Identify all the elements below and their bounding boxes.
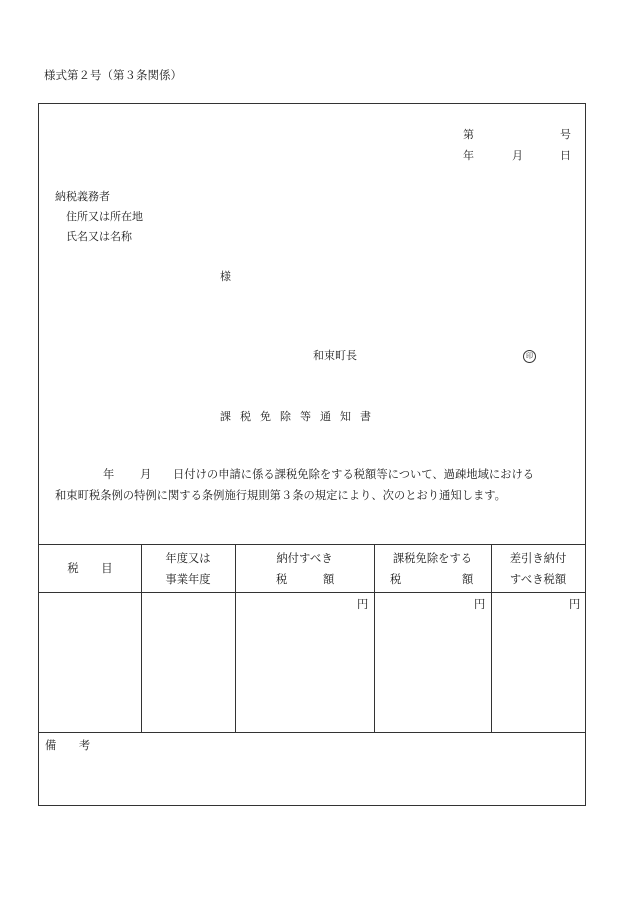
body-line-1: 日付けの申請に係る課税免除をする税額等について、過疎地域における [173,468,535,481]
seal-mark [523,348,536,363]
table-bottom-rule [39,732,585,733]
honorific: 様 [220,270,231,283]
body-year: 年 [103,468,115,481]
address-label: 住所又は所在地 [66,210,143,223]
header-exempt-1: 課税免除をする [392,552,473,565]
header-fiscal-year-1: 年度又は [165,552,211,565]
form-number: 様式第２号（第３条関係） [44,68,182,82]
date-year: 年 [463,149,474,162]
taxpayer-label: 納税義務者 [55,190,110,203]
header-exempt-2a: 税 [390,573,402,586]
body-month: 月 [140,468,152,481]
issuer-title: 和束町長 [313,349,357,362]
header-fiscal-year-2: 事業年度 [165,573,211,586]
remarks-label: 備 考 [45,739,91,752]
header-net-2: すべき税額 [509,573,567,586]
header-payable-1: 納付すべき [276,552,333,565]
unit-exempt: 円 [474,598,486,611]
name-label: 氏名又は名称 [66,230,132,243]
number-suffix: 号 [560,128,571,141]
unit-net: 円 [569,598,581,611]
header-payable-2b: 額 [323,573,335,586]
table-header-rule [39,592,585,593]
header-net-1: 差引き納付 [509,552,567,565]
col-divider-3 [374,544,375,732]
unit-payable: 円 [357,598,369,611]
header-payable-2a: 税 [276,573,288,586]
header-exempt-2b: 額 [462,573,474,586]
body-line-2: 和束町税条例の特例に関する条例施行規則第３条の規定により、次のとおり通知します。 [55,489,506,502]
document-title: 課税免除等通知書 [220,410,380,423]
table-top-rule [39,544,585,545]
date-day: 日 [560,149,571,162]
number-prefix: 第 [463,128,474,141]
notice-form [38,103,586,806]
header-tax-item: 税 目 [67,562,113,575]
date-month: 月 [512,149,523,162]
seal-icon: 印 [523,350,536,363]
col-divider-2 [235,544,236,732]
